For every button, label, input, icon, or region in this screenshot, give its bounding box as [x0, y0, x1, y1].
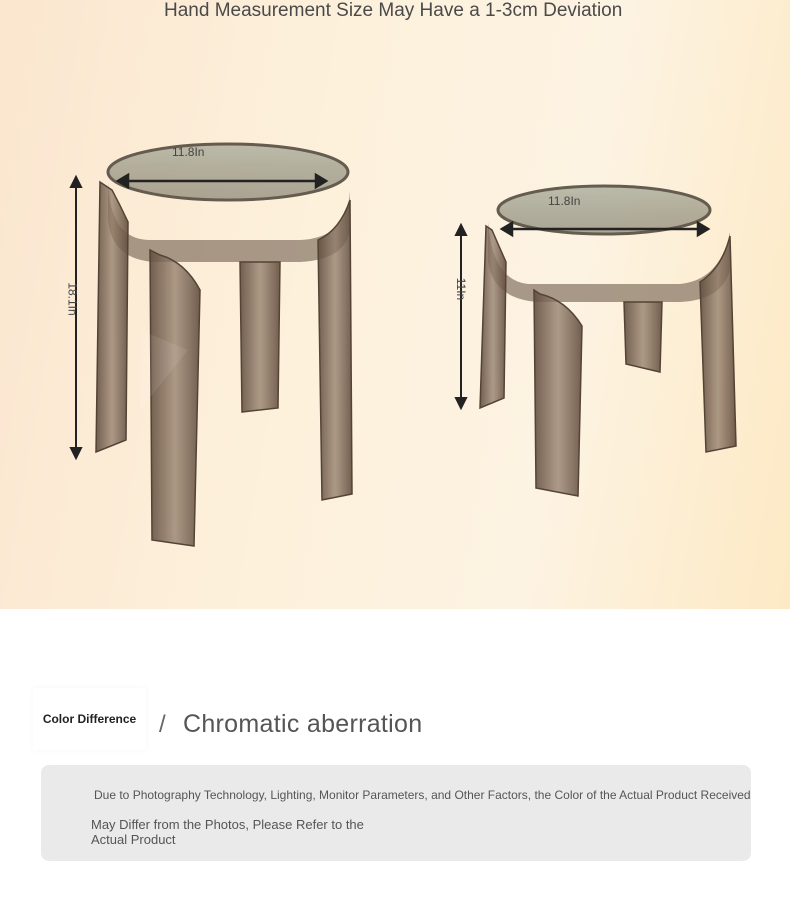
color-disclaimer-box — [41, 765, 751, 861]
small-height-arrow — [454, 225, 469, 408]
large-height-label: 18.1In — [65, 282, 80, 316]
large-width-label: 11.8In — [172, 145, 205, 159]
color-difference-tag: Color Difference — [33, 688, 146, 750]
small-height-label: 11In — [454, 277, 469, 301]
large-height-arrow — [71, 177, 81, 458]
small-width-label: 11.8In — [548, 194, 581, 208]
chromatic-aberration-title: Chromatic aberration — [183, 710, 423, 738]
title-separator: / — [159, 711, 166, 738]
large-stool — [96, 144, 352, 546]
disclaimer-text-line2: May Differ from the Photos, Please Refer to the Actual Product — [91, 817, 364, 847]
measurement-notice: Hand Measurement Size May Have a 1-3cm Deviation — [164, 0, 623, 21]
disclaimer-text-line1: Due to Photography Technology, Lighting, Monitor Parameters, and Other Factors, the Color of the Actual Product Received — [94, 788, 751, 802]
